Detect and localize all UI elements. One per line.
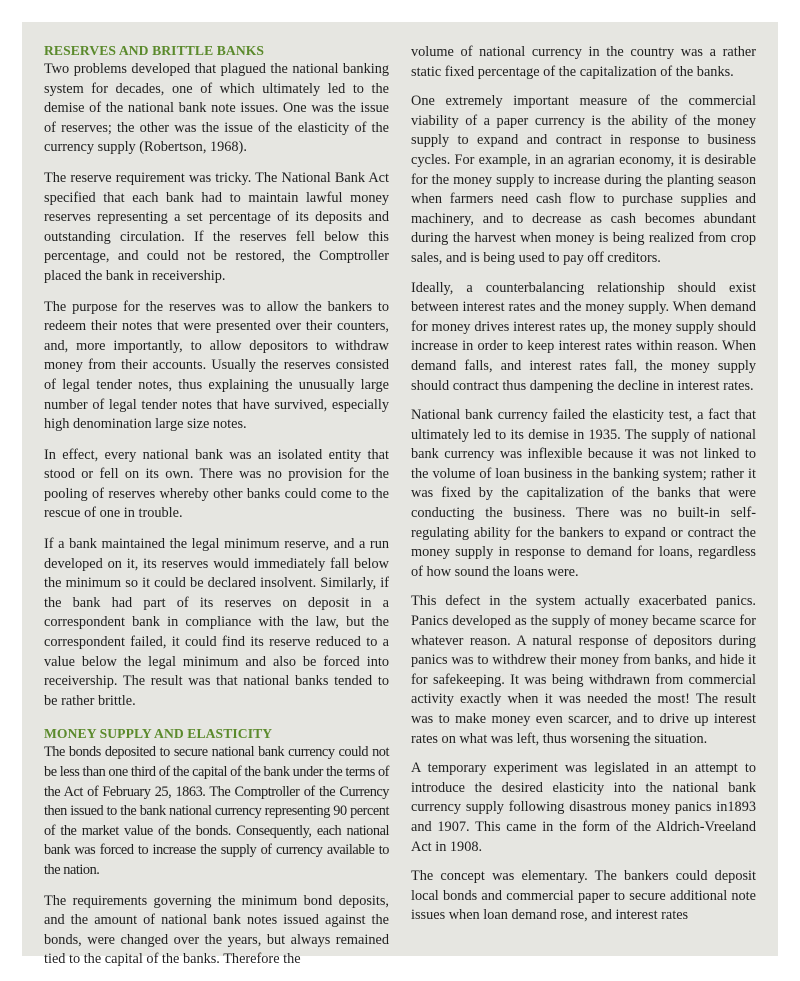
paragraph: The concept was elementary. The bankers could deposit local bonds and commercial paper to secure additional note issues when loan demand rose, and interest rates (411, 868, 756, 924)
paragraph: The purpose for the reserves was to allow the bankers to redeem their notes that were presented over their counters, and, more importantly, to allow depositors to withdraw money from their accounts. Usually the reserves consisted of legal tender notes, thus explaining the unusually large number of legal tender notes that have survived, especially high denomination large size notes. (44, 298, 389, 433)
paragraph: One extremely important measure of the commercial viability of a paper currency is the ability of the money supply to expand and contract in response to business cycles. For example, in an agrarian economy, it is desirable for the money supply to increase during the planting season when farmers need cash flow to purchase supplies and machinery, and to decrease as cash becomes abundant during the harvest when money is being realized from crop sales, and is being used to pay off creditors. (411, 93, 756, 266)
paragraph: volume of national currency in the country was a rather static fixed percentage of the capitalization of the banks. (411, 44, 756, 80)
paragraph: The reserve requirement was tricky. The National Bank Act specified that each bank had to maintain lawful money reserves representing a set percentage of its deposits and outstanding circulation. If the reserves fell below this percentage, and could not be restored, the Comptroller placed the bank in receivership. (44, 169, 389, 284)
paragraph: In effect, every national bank was an isolated entity that stood or fell on its own. There was no provision for the pooling of reserves whereby other banks could come to the rescue of one in trouble. (44, 446, 389, 522)
document-page (22, 22, 778, 968)
paragraph: The requirements governing the minimum bond deposits, and the amount of national bank notes issued against the bonds, were changed over the years, but always remained tied to the capital of the banks. Therefore the (44, 892, 389, 968)
right-column (411, 43, 756, 936)
paragraph: Two problems developed that plagued the national banking system for decades, one of which ultimately led to the demise of the national bank note issues. One was the issue of reserves; the other was the issue of the elasticity of the currency supply (Robertson, 1968). (44, 61, 389, 156)
paragraph: If a bank maintained the legal minimum reserve, and a run developed on it, its reserves would immediately fall below the minimum so it could be declared insolvent. Similarly, if the bank had part of its reserves on deposit in a correspondent bank in compliance with the law, but the correspondent failed, it could find its reserve reduced to a value below the legal minimum and also be forced into receivership. The result was that national banks tended to be rather brittle. (44, 536, 389, 709)
paragraph: Ideally, a counterbalancing relationship should exist between interest rates and the money supply. When demand for money drives interest rates up, the money supply should increase in order to keep interest rates within reason. When demand falls, and interest rates fall, the money supply should contract thus dampening the decline in interest rates. (411, 279, 756, 394)
paragraph: This defect in the system actually exacerbated panics. Panics developed as the supply of money became scarce for whatever reason. A natural response of depositors during panics was to withdrew their money from banks, and hide it for safekeeping. It was being withdrawn from commercial activity exactly when it was needed the most! The result was to make money even scarcer, and to drive up interest rates on what was left, thus worsening the situation. (411, 593, 756, 747)
paragraph: A temporary experiment was legislated in an attempt to introduce the desired elasticity into the national bank currency supply following disastrous money panics in1893 and 1907. This came in the form of the Aldrich-Vreeland Act in 1908. (411, 760, 756, 855)
paragraph: National bank currency failed the elasticity test, a fact that ultimately led to its demise in 1935. The supply of national bank currency was inflexible because it was not linked to the volume of loan business in the banking system; rather it was fixed by the capitalization of the banks that were conducting the business. There was no built-in self-regulating ability for the bankers to expand or contract the money supply in response to demand for loans, regardless of how sound the loans were. (411, 407, 756, 580)
section-heading-money-supply: MONEY SUPPLY AND ELASTICITY (44, 726, 273, 742)
section-heading-reserves: RESERVES AND BRITTLE BANKS (44, 43, 265, 58)
paragraph: The bonds deposited to secure national bank currency could not be less than one third of the capital of the bank under the terms of the Act of February 25, 1863. The Comptroller of the Currency then issued to the bank national currency representing 90 percent of the market value of the bonds. Consequently, each national bank was forced to increase the supply of currency available to the nation. (44, 744, 389, 878)
left-column (44, 42, 389, 981)
